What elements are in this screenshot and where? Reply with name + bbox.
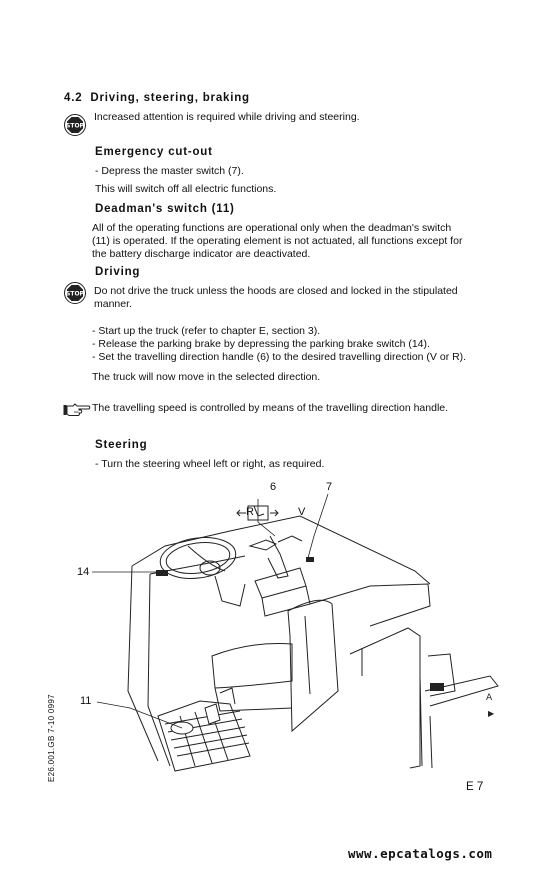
- driving-warning-line-2: manner.: [94, 298, 132, 310]
- master-switch: [306, 557, 314, 562]
- deadman-line-1: All of the operating functions are operational only when the deadman's switch: [92, 222, 452, 234]
- driving-step-3: - Set the travelling direction handle (6) to the desired travelling direction (V or R).: [92, 351, 467, 363]
- svg-text:A: A: [486, 693, 493, 703]
- note-text: The travelling speed is controlled by means of the travelling direction handle.: [92, 402, 449, 414]
- watermark: www.epcatalogs.com: [348, 846, 493, 861]
- emergency-step: - Depress the master switch (7).: [95, 165, 244, 177]
- truck-illustration: [70, 476, 500, 776]
- deadman-line-3: the battery discharge indicator are deactivated.: [92, 248, 311, 260]
- driving-step-1: - Start up the truck (refer to chapter E, section 3).: [92, 325, 321, 337]
- driving-warning-line-1: Do not drive the truck unless the hoods are closed and locked in the stipulated: [94, 285, 458, 297]
- callout-leaders: [92, 494, 328, 728]
- stop-sign-icon: [64, 282, 86, 304]
- page-number: E 7: [466, 781, 484, 793]
- warning-attention-text: Increased attention is required while driving and steering.: [94, 111, 360, 123]
- section-number: 4.2: [64, 92, 83, 104]
- steering-heading: Steering: [95, 439, 148, 451]
- direction-symbol: [237, 506, 278, 520]
- section-title: Driving, steering, braking: [90, 92, 250, 104]
- callout-14: 14: [77, 566, 90, 578]
- driving-heading: Driving: [95, 266, 141, 278]
- label-R: R: [246, 506, 254, 518]
- driving-step-2: - Release the parking brake by depressing the parking brake switch (14).: [92, 338, 430, 350]
- svg-text:STOP: STOP: [66, 122, 84, 130]
- steering-step: - Turn the steering wheel left or right, as required.: [95, 458, 325, 470]
- callout-6: 6: [270, 481, 277, 493]
- svg-text:▶: ▶: [488, 709, 495, 718]
- document-code: E26.001.GB 7-10 0997: [47, 694, 56, 782]
- deadman-heading: Deadman's switch (11): [95, 203, 235, 215]
- deadman-line-2: (11) is operated. If the operating element is not actuated, all functions except for: [92, 235, 463, 247]
- emergency-result: This will switch off all electric functions.: [95, 183, 277, 195]
- callout-11: 11: [80, 695, 92, 707]
- driving-result: The truck will now move in the selected direction.: [92, 371, 321, 383]
- label-V: V: [298, 506, 306, 518]
- emergency-heading: Emergency cut-out: [95, 146, 213, 158]
- truck-body-lines: [128, 516, 498, 771]
- section-heading: [64, 92, 250, 104]
- svg-text:STOP: STOP: [66, 290, 84, 298]
- stop-sign-icon: [64, 114, 86, 136]
- parking-brake-switch: [156, 570, 168, 576]
- pointing-hand-icon: [63, 402, 91, 418]
- callout-7: 7: [326, 481, 333, 493]
